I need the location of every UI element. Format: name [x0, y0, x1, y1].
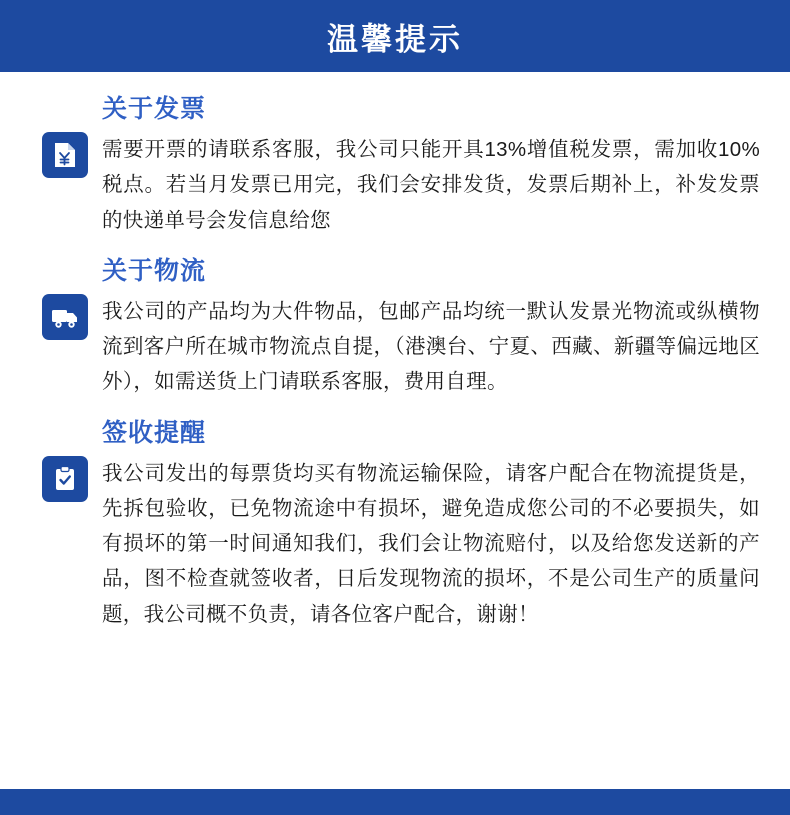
section-logistics [30, 256, 760, 400]
section-body-logistics: 我公司的产品均为大件物品，包邮产品均统一默认发景光物流或纵横物流到客户所在城市物流点自提，（港澳台、宁夏、西藏、新疆等偏远地区外），如需送货上门请联系客服，费用自理。 [102, 299, 760, 394]
section-invoice [30, 94, 760, 238]
section-title-invoice: 关于发票 [102, 95, 207, 123]
page-title: 温馨提示 [327, 21, 463, 57]
icon-column [30, 256, 100, 340]
section-body-invoice: 需要开票的请联系客服，我公司只能开具13%增值税发票，需加收10%税点。若当月发票已用完，我们会安排发货，发票后期补上，补发发票的快递单号会发信息给您 [102, 138, 760, 232]
page-header [0, 0, 790, 72]
section-title-signing: 签收提醒 [102, 418, 207, 447]
section-title-logistics: 关于物流 [102, 256, 207, 285]
invoice-yuan-icon [42, 132, 88, 178]
text-column [100, 418, 760, 632]
clipboard-check-icon [42, 456, 88, 502]
truck-icon [42, 294, 88, 340]
text-column [100, 256, 760, 400]
tips-content [0, 72, 790, 632]
section-body-signing: 我公司发出的每票货均买有物流运输保险，请客户配合在物流提货是，先拆包验收，已免物流途中有损坏，避免造成您公司的不必要损失，如有损坏的第一时间通知我们，我们会让物流赔付，以及给您发送新的产品，图不检查就签收者，日后发现物流的损坏，不是公司生产的质量问题，我公司概不负责，请各位客户配合，谢谢！ [102, 461, 760, 626]
icon-column [30, 94, 100, 178]
icon-column [30, 418, 100, 502]
page-footer-bar [0, 789, 790, 815]
text-column [100, 94, 760, 238]
section-signing [30, 418, 760, 632]
